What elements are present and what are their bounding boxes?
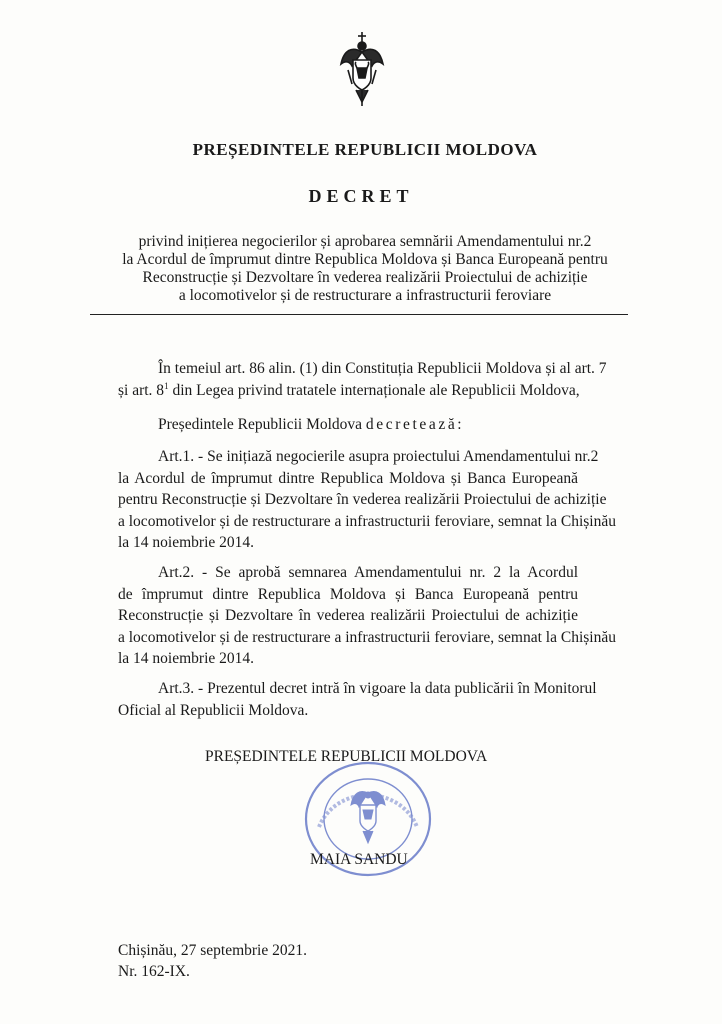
article-line: la 14 noiembrie 2014. bbox=[118, 650, 255, 667]
article-line: de împrumut dintre Republica Moldova și Banca Europeană pentru bbox=[118, 585, 578, 603]
article-line: Art.1. - Se inițiază negocierile asupra proiectului Amendamentului nr.2 bbox=[158, 448, 599, 465]
article-line: Oficial al Republicii Moldova. bbox=[118, 701, 309, 719]
article-2 bbox=[118, 562, 616, 670]
subject-line: la Acordul de împrumut dintre Republica Moldova și Banca Europeană pentru bbox=[122, 251, 608, 268]
article-line: a locomotivelor și de restructurare a infrastructurii feroviare, semnat la Chișinău bbox=[118, 512, 616, 530]
decree-number: Nr. 162-IX. bbox=[118, 963, 190, 980]
decrees-subject: Președintele Republicii Moldova bbox=[158, 416, 366, 433]
decrees-verb: decretează: bbox=[365, 416, 465, 433]
preamble-line: În temeiul art. 86 alin. (1) din Constituția Republicii Moldova și al art. 7 bbox=[158, 360, 607, 377]
article-line: la 14 noiembrie 2014. bbox=[118, 534, 255, 551]
article-line: Reconstrucție și Dezvoltare în vederea realizării Proiectului de achiziție bbox=[118, 607, 578, 624]
article-1 bbox=[118, 446, 616, 554]
issuer-title: PREȘEDINTELE REPUBLICII MOLDOVA bbox=[192, 140, 538, 159]
subject-line: privind inițierea negocierilor și aprobarea semnării Amendamentului nr.2 bbox=[138, 233, 592, 250]
decrees-line bbox=[118, 414, 578, 436]
article-line: a locomotivelor și de restructurare a infrastructurii feroviare, semnat la Chișinău bbox=[118, 628, 616, 646]
article-3 bbox=[118, 678, 597, 721]
decree-subject bbox=[60, 233, 670, 305]
article-line: pentru Reconstrucție și Dezvoltare în vederea realizării Proiectului de achiziție bbox=[118, 491, 607, 508]
preamble bbox=[118, 358, 607, 401]
divider-line bbox=[90, 314, 628, 315]
preamble-text: din Legea privind tratatele internaționale ale Republicii Moldova, bbox=[168, 381, 580, 399]
article-line: la Acordul de împrumut dintre Republica Moldova și Banca Europeană bbox=[118, 469, 578, 487]
signatory-name: MAIA SANDU bbox=[310, 851, 408, 868]
document-type: DECRET bbox=[308, 186, 414, 206]
article-line: Art.2. - Se aprobă semnarea Amendamentului nr. 2 la Acordul bbox=[158, 564, 578, 581]
place-and-date: Chișinău, 27 septembrie 2021. bbox=[118, 942, 307, 959]
decrees-clause bbox=[118, 414, 578, 436]
subject-line: a locomotivelor și de restructurare a infrastructurii feroviare bbox=[178, 287, 552, 304]
signatory-title: PREȘEDINTELE REPUBLICII MOLDOVA bbox=[205, 748, 488, 765]
preamble-line bbox=[118, 380, 578, 402]
coat-of-arms-icon bbox=[338, 30, 386, 108]
superscript: 1 bbox=[164, 380, 169, 391]
article-line: Art.3. - Prezentul decret intră în vigoare la data publicării în Monitorul bbox=[158, 680, 597, 697]
preamble-text: și art. 8 bbox=[118, 381, 165, 399]
subject-line: Reconstrucție și Dezvoltare în vederea realizării Proiectului de achiziție bbox=[142, 269, 588, 286]
